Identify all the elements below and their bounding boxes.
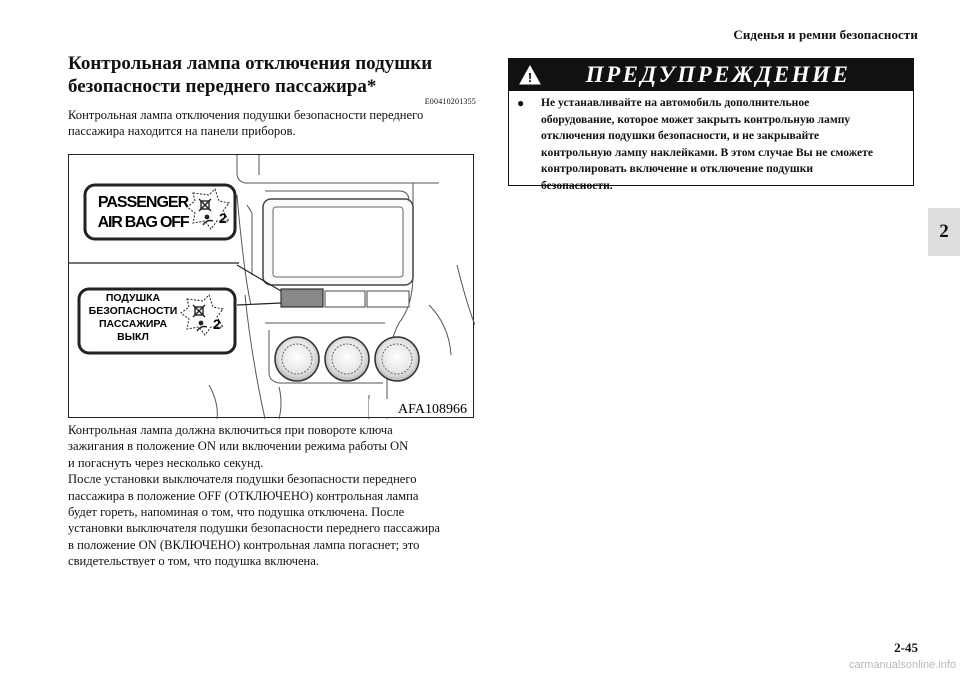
body-line: пассажира в положение OFF (ОТКЛЮЧЕНО) контрольная лампа xyxy=(68,488,419,503)
center-panel-button xyxy=(367,291,409,307)
intro-paragraph xyxy=(68,107,480,140)
body-line: установки выключателя подушки безопасности переднего пассажира xyxy=(68,521,440,536)
warning-line: безопасности. xyxy=(541,178,613,192)
body-line: в положение ON (ВКЛЮЧЕНО) контрольная лампа погаснет; это xyxy=(68,537,420,552)
warning-box xyxy=(508,58,914,192)
watermark: carmanualsonline.info xyxy=(848,659,956,671)
center-panel-button xyxy=(325,291,365,307)
climate-knobs xyxy=(275,337,419,381)
figure-code: AFA108966 xyxy=(398,402,467,417)
section-code: E00410201355 xyxy=(424,97,476,106)
section-title xyxy=(68,52,478,98)
lamp-label-ru-line-1: ПОДУШКА xyxy=(105,292,161,304)
body-line: После установки выключателя подушки безопасности переднего xyxy=(68,472,417,487)
warning-line: контролировать включение и отключение подушки xyxy=(541,162,814,176)
warning-body xyxy=(517,95,903,195)
page-number: 2-45 xyxy=(894,640,918,655)
intro-line-2: пассажира находится на панели приборов. xyxy=(68,124,296,139)
body-line: зажигания в положение ON или включении режима работы ON xyxy=(68,439,409,454)
body-line: свидетельствует о том, что подушка включена. xyxy=(68,554,320,569)
body-paragraph xyxy=(68,422,480,570)
warning-triangle-icon xyxy=(519,65,541,85)
lamp-label-en-line-2: AIR BAG OFF xyxy=(97,214,189,231)
dashboard-illustration xyxy=(69,155,475,419)
warning-text xyxy=(541,95,903,195)
lamp-label-en-line-1: PASSENGER xyxy=(97,194,189,211)
dashboard-figure xyxy=(68,154,474,418)
chapter-tab-number: 2 xyxy=(939,221,949,242)
bullet-icon: ● xyxy=(517,96,525,110)
lamp-label-ru-line-3: ПАССАЖИРА xyxy=(98,318,168,330)
lamp-label-en xyxy=(85,185,235,239)
warning-icon-glyph: ! xyxy=(527,70,533,85)
section-title-line-2: безопасности переднего пассажира* xyxy=(68,76,377,97)
intro-line-1: Контрольная лампа отключения подушки безопасности переднего xyxy=(68,108,424,122)
lamp-label-ru-line-4: ВЫКЛ xyxy=(117,331,149,343)
section-title-line-1: Контрольная лампа отключения подушки xyxy=(68,53,433,74)
warning-title: ПРЕДУПРЕЖДЕНИЕ xyxy=(585,62,851,87)
body-line: и погаснуть через несколько секунд. xyxy=(68,455,264,470)
warning-line: контрольную лампу наклейками. В этом случае Вы не сможете xyxy=(541,145,873,159)
airbag-off-lamp xyxy=(281,289,323,307)
running-header: Сиденья и ремни безопасности xyxy=(733,27,918,42)
warning-line: Не устанавливайте на автомобиль дополнительное xyxy=(541,96,810,109)
body-line: будет гореть, напоминая о том, что подушка отключена. После xyxy=(68,505,405,520)
body-line: Контрольная лампа должна включиться при повороте ключа xyxy=(68,423,393,437)
chapter-tab[interactable] xyxy=(928,208,960,256)
warning-header xyxy=(509,59,913,91)
display-screen-inner xyxy=(273,207,403,277)
warning-line: оборудование, которое может закрыть контрольную лампу xyxy=(541,112,851,126)
lamp-label-ru xyxy=(79,289,235,353)
airbag-icon-number: 2 xyxy=(213,316,221,332)
lamp-label-ru-line-2: БЕЗОПАСНОСТИ xyxy=(88,305,178,317)
airbag-icon-number: 2 xyxy=(219,210,227,226)
warning-line: отключения подушки безопасности, и не закрывайте xyxy=(541,129,820,143)
